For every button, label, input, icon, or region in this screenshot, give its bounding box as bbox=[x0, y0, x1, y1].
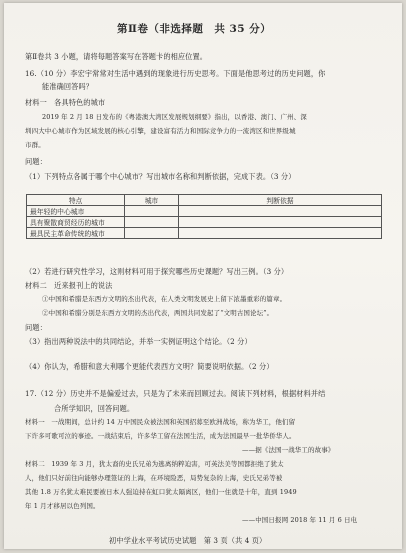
table-cell-basis bbox=[179, 206, 382, 217]
q16-question-label-2: 问题： bbox=[25, 323, 47, 332]
q16-question-label: 问题： bbox=[25, 157, 47, 166]
q17-material2-line1: 材料二 1939 年 3 月，犹太裔的史氏兄弟为逃离纳粹迫害，可英法美等国都拒绝了犹太 bbox=[25, 460, 284, 468]
city-feature-table bbox=[26, 194, 382, 239]
q16-material2-statement1: ①中国和希腊是东西方文明的杰出代表，在人类文明发展史上留下浓墨重彩的篇章。 bbox=[42, 295, 287, 303]
table-row bbox=[27, 206, 382, 217]
section-instruction: 第Ⅱ卷共 3 小题，请将每题答案写在答题卡的相应位置。 bbox=[25, 52, 208, 61]
q17-stem-line1: 17.（12 分）历史并不是偏爱过去，只是为了未来而回顾过去。阅读下列材料，根据材料并结 bbox=[25, 389, 326, 398]
table-cell-basis bbox=[179, 217, 382, 228]
q16-part3: （3）指出两种说法中的共同结论，并举一实例证明这个结论。（2 分） bbox=[25, 337, 252, 346]
q16-stem-line1: 16.（10 分）李宏宇常常对生活中遇到的现象进行历史思考。下面是他思考过的历史问题，你 bbox=[25, 69, 326, 78]
q16-material1-line2: 圳四大中心城市作为区域发展的核心引擎，建设富有活力和国际竞争力的一流湾区和世界级城 bbox=[25, 127, 296, 135]
q17-material1-line1: 材料一 一战期间，总计约 14 万中国民众被法国和英国招募至欧洲战场，称为华工，他们留 bbox=[25, 418, 296, 426]
q16-part2: （2）若进行研究性学习，这则材料可用于探究哪些历史课题？写出三例。（3 分） bbox=[25, 267, 289, 276]
table-cell-feature: 具有聚散商贸经历的城市 bbox=[27, 217, 125, 228]
exam-page bbox=[4, 3, 402, 549]
q16-stem-line2: 能准确回答吗？ bbox=[42, 82, 94, 91]
q16-part1: （1）下列特点各属于哪个中心城市？写出城市名称和判断依据，完成下表。（3 分） bbox=[25, 172, 296, 181]
section-title: 第Ⅱ卷（非选择题 共 35 分） bbox=[117, 23, 272, 35]
q16-material1-line1: 2019 年 2 月 18 日发布的《粤港澳大湾区发展规划纲要》指出，以香港、澳门、广州、深 bbox=[42, 113, 307, 121]
q17-material2-source: ——中国日报网 2018 年 11 月 6 日电 bbox=[242, 516, 358, 524]
page-footer: 初中学业水平考试历史试题 第 3 页（共 4 页） bbox=[109, 536, 267, 545]
q16-part4: （4）你认为，希腊和意大利哪个更能代表西方文明？简要说明依据。（2 分） bbox=[25, 362, 274, 371]
table-row bbox=[27, 217, 382, 228]
table-header-cell: 城市 bbox=[125, 195, 179, 206]
table-cell-city bbox=[125, 206, 179, 217]
table-header-row bbox=[27, 195, 382, 206]
table-row bbox=[27, 228, 382, 239]
table-header-cell: 特点 bbox=[27, 195, 125, 206]
table-cell-city bbox=[125, 228, 179, 239]
table-cell-feature: 最年轻的中心城市 bbox=[27, 206, 125, 217]
q17-material2-line3: 其他 1.8 万名犹太难民要被日本人强迫持在虹口犹太隔离区，他们一住就是十年，直到 1949 bbox=[25, 488, 297, 496]
q17-material2-line2: 人，他们只好前往向能够办理签证的上海，在环境险恶，局势复杂的上海，史氏兄弟等被 bbox=[25, 474, 283, 482]
q17-material1-line2: 下许多可歌可泣的事迹。一战结束后，许多华工留在法国生活，成为法国最早一批华侨华人。 bbox=[25, 432, 296, 440]
q16-material2-statement2: ②中国和希腊分别是东西方文明的杰出代表，两国共同发起了“文明古国论坛”。 bbox=[42, 309, 274, 317]
q17-stem-line2: 合所学知识，回答问题。 bbox=[54, 404, 135, 413]
q17-material1-source: ——据《法国一战华工的故事》 bbox=[242, 446, 335, 454]
table-header-cell: 判断依据 bbox=[179, 195, 382, 206]
q16-material1-line3: 市群。 bbox=[25, 141, 45, 149]
table-cell-feature: 最具民主革命传统的城市 bbox=[27, 228, 125, 239]
table-cell-basis bbox=[179, 228, 382, 239]
q17-material2-line4: 年 1 月才移居以色列国。 bbox=[25, 502, 100, 510]
table-cell-city bbox=[125, 217, 179, 228]
q16-material2-title: 材料二 近来报刊上的说法 bbox=[25, 281, 113, 290]
q16-material1-title: 材料一 各具特色的城市 bbox=[25, 98, 106, 107]
